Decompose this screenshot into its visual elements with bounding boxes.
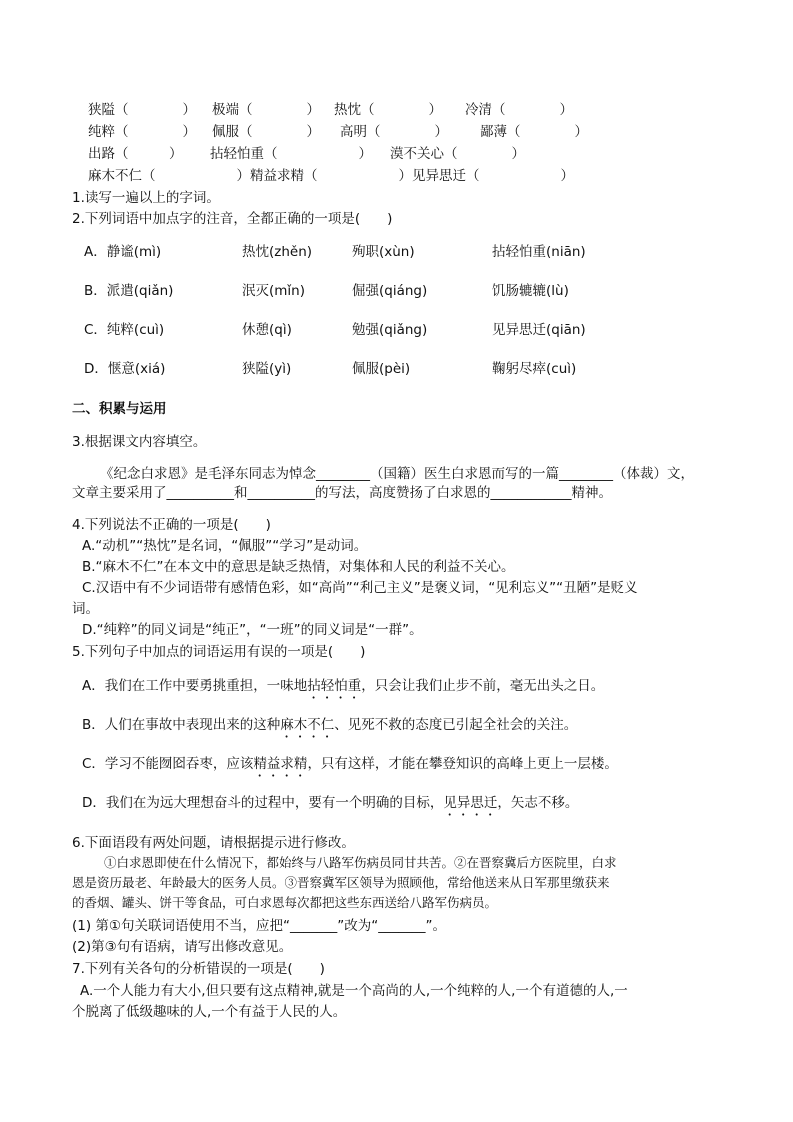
- question-5-stem: 5.下列句子中加点的词语运用有误的一项是( ): [72, 644, 366, 660]
- vocab-item: 狭隘（ ）: [88, 102, 196, 118]
- dotted-word: 拈轻怕重: [307, 678, 362, 694]
- vocab-item: 拈轻怕重（ ）: [210, 146, 372, 162]
- question-6-passage: 恩是资历最老、年龄最大的医务人员。③晋察冀军区领导为照顾他，常给他送来从日军那里缴获来: [72, 875, 610, 890]
- question-4-option-b: B.“麻木不仁”在本文中的意思是缺乏热情，对集体和人民的利益不关心。: [82, 559, 515, 575]
- question-6-sub-2: (2)第③句有语病，请写出修改意见。: [72, 939, 293, 955]
- question-2-stem: 2.下列词语中加点字的注音，全都正确的一项是( ): [72, 211, 393, 227]
- vocab-item: 漠不关心（ ）: [390, 146, 525, 162]
- vocab-item: 热忱（ ）: [334, 102, 442, 118]
- question-4-option-a: A.“动机”“热忱”是名词，“佩服”“学习”是动词。: [82, 538, 368, 554]
- question-5-option-a: A．我们在工作中要勇挑重担，一味地拈轻怕重，只会让我们止步不前，毫无出头之日。: [82, 678, 605, 694]
- question-6-passage: ①白求恩即使在什么情况下，都始终与八路军伤病员同甘共苦。②在晋察冀后方医院里，白求: [104, 855, 617, 870]
- dotted-word: 麻木不仁: [280, 717, 335, 733]
- option-a-1: A．静谧(mì): [84, 244, 162, 260]
- question-3-line: 《纪念白求恩》是毛泽东同志为悼念________（国籍）医生白求恩而写的一篇________（体裁）文，: [100, 466, 694, 482]
- option-d-2: 狭隘(yì): [242, 361, 292, 377]
- vocab-item: 冷清（ ）: [465, 102, 573, 118]
- option-a-3: 殉职(xùn): [352, 244, 415, 260]
- question-7-stem: 7.下列有关各句的分析错误的一项是( ): [72, 961, 325, 977]
- option-c-2: 休憩(qì): [242, 322, 292, 338]
- section-heading: 二、积累与运用: [72, 401, 167, 417]
- question-6-stem: 6.下面语段有两处问题，请根据提示进行修改。: [72, 835, 355, 851]
- option-c-4: 见异思迁(qiān): [492, 322, 586, 338]
- question-5-option-d: D．我们在为远大理想奋斗的过程中，要有一个明确的目标，见异思迁，矢志不移。: [82, 795, 579, 811]
- option-c-1: C．纯粹(cuì): [84, 322, 165, 338]
- vocab-item: 出路（ ）: [88, 146, 183, 162]
- option-d-3: 佩服(pèi): [352, 361, 411, 377]
- question-5-option-b: B．人们在事故中表现出来的这种麻木不仁、见死不救的态度已引起全社会的关注。: [82, 717, 578, 733]
- question-7-option-a-cont: 个脱离了低级趣味的人,一个有益于人民的人。: [72, 1004, 347, 1020]
- option-b-1: B．派遣(qiǎn): [84, 283, 174, 299]
- question-4-option-c: C.汉语中有不少词语带有感情色彩，如“高尚”“利己主义”是褒义词，“见利忘义”“丑陋”是贬义: [82, 580, 638, 596]
- question-4-option-c-cont: 词。: [72, 601, 99, 617]
- option-a-2: 热忱(zhěn): [242, 244, 313, 260]
- question-7-option-a: A.一个人能力有大小,但只要有这点精神,就是一个高尚的人,一个纯粹的人,一个有道德的人,一: [80, 983, 628, 999]
- vocab-item: 高明（ ）: [340, 124, 448, 140]
- vocab-item: 极端（ ）: [212, 102, 320, 118]
- vocab-item: 纯粹（ ）: [88, 124, 196, 140]
- option-d-1: D．惬意(xiá): [84, 361, 166, 377]
- question-3-line: 文章主要采用了__________和__________的写法，高度赞扬了白求恩的____________精神。: [72, 485, 612, 501]
- vocab-item: 佩服（ ）: [212, 124, 320, 140]
- option-c-3: 勉强(qiǎng): [352, 322, 428, 338]
- option-a-4: 拈轻怕重(niān): [492, 244, 586, 260]
- option-d-4: 鞠躬尽瘁(cuì): [492, 361, 577, 377]
- vocab-item: 鄙薄（ ）: [480, 124, 588, 140]
- question-1: 1.读写一遍以上的字词。: [72, 190, 220, 206]
- vocab-item: 麻木不仁（ ）: [88, 168, 250, 184]
- question-5-option-c: C．学习不能囫囵吞枣，应该精益求精，只有这样，才能在攀登知识的高峰上更上一层楼。: [82, 756, 618, 772]
- question-6-passage: 的香烟、罐头、饼干等食品，可白求恩每次都把这些东西送给八路军伤病员。: [72, 895, 498, 910]
- dotted-word: 精益求精: [253, 756, 308, 772]
- question-4-stem: 4.下列说法不正确的一项是( ): [72, 517, 271, 533]
- question-3-stem: 3.根据课文内容填空。: [72, 434, 207, 450]
- option-b-4: 饥肠辘辘(lù): [492, 283, 569, 299]
- option-b-2: 泯灭(mǐn): [242, 283, 305, 299]
- dotted-word: 见异思迁: [443, 795, 498, 811]
- option-b-3: 倔强(qiáng): [352, 283, 428, 299]
- vocab-item: 精益求精（ ）见异思迁（ ）: [250, 168, 574, 184]
- question-4-option-d: D.“纯粹”的同义词是“纯正”，“一班”的同义词是“一群”。: [82, 622, 423, 638]
- question-6-sub-1: (1) 第①句关联词语使用不当，应把“_______”改为“_______”。: [72, 918, 446, 934]
